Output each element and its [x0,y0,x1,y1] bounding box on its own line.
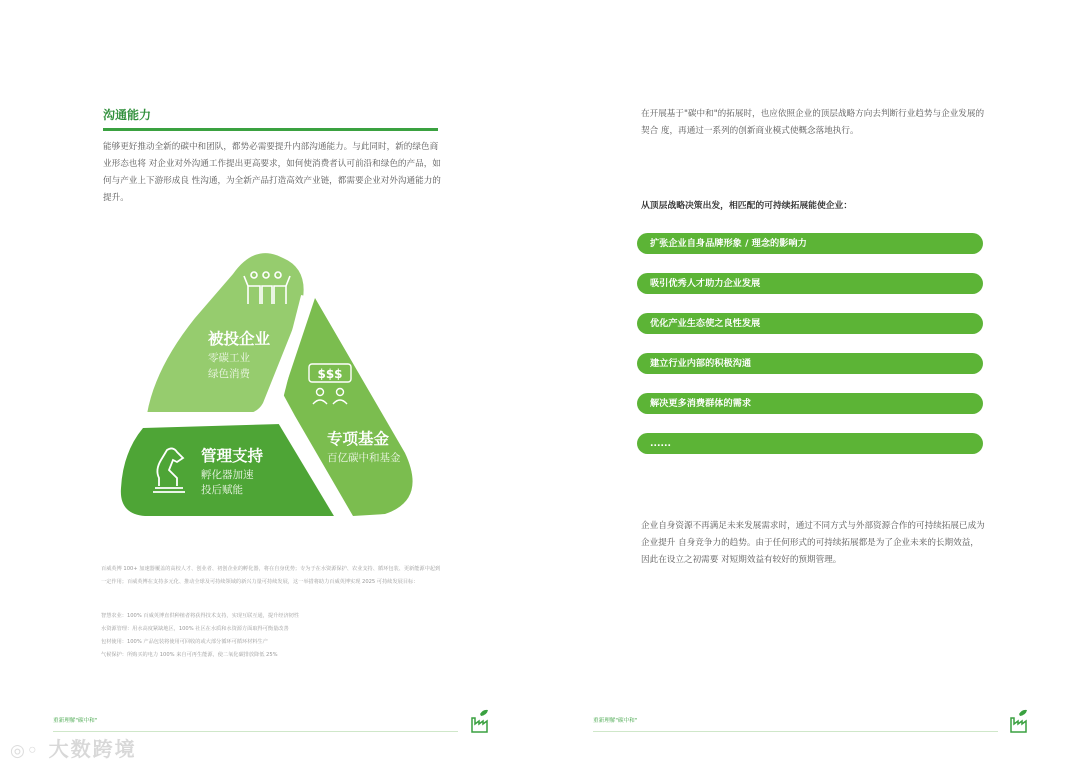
note-agriculture: 智慧农业：100% 百威英博直供种植者将获得技术支持，实现互联互通，提升经济韧性 [101,613,300,619]
note-climate: 气候保护：所购买的电力 100% 来自可再生能源，使二氧化碳排放降低 25% [101,652,278,658]
benefit-item: ...... [637,433,983,454]
closing-paragraph: 企业自身资源不再满足未来发展需求时，通过不同方式与外部资源合作的可持续拓展已成为企业提升 自身竞争力的趋势。由于任何形式的可持续拓展都是为了企业未来的长期效益，因此在设立之初需要 对短期效益有较好的预期管理。 [641,521,985,565]
watermark-logo-icon: ◎◦ [10,741,40,761]
footer-rule-right [593,731,998,732]
segment-title-management: 管理支持 [201,447,264,465]
svg-text:$$$: $$$ [317,367,343,381]
segment-line-management-2: 投后赋能 [201,484,243,496]
note-packaging: 包材使用：100% 产品包装将使用可回收的或大部分循环可循环材料生产 [101,639,268,645]
benefit-item: 解决更多消费群体的需求 [637,393,983,414]
watermark-text: 大数跨境 [48,737,137,761]
segment-line-invested-1: 零碳工业 [208,352,250,364]
footer-rule-left [53,731,458,732]
factory-leaf-icon [1009,708,1029,734]
segment-line-invested-2: 绿色消费 [208,368,250,380]
title-rule [103,128,438,131]
note-summary: 百威英博 100+ 加速器覆盖的高校人才、创业者、初创企业的孵化器，将在自身优势；专为于在水资源保护、农业支持、循环包装、更新能源中起到一定作用；百威英博在支持多元化、推动全球及可持续领域的新兴力量可持续发展，这一举措将助力百威英博实现 2025 可持续发展目标： [101,566,441,585]
benefit-item: 吸引优秀人才助力企业发展 [637,273,983,294]
segment-title-fund: 专项基金 [327,430,390,448]
footer-label-right: 重新理解"碳中和" [593,718,638,724]
factory-leaf-icon [470,708,490,734]
benefit-item: 扩张企业自身品牌形象 / 理念的影响力 [637,233,983,254]
segment-line-management-1: 孵化器加速 [201,469,254,481]
segment-line-fund-1: 百亿碳中和基金 [327,452,401,464]
ecosystem-triangle-diagram [115,238,425,523]
strategy-paragraph: 在开展基于"碳中和"的拓展时，也应依照企业的顶层战略方向去判断行业趋势与企业发展的契合 度，再通过一系列的创新商业模式使概念落地执行。 [641,109,985,136]
benefit-item: 优化产业生态使之良性发展 [637,313,983,334]
note-water: 水资源管理：用水高度紧缺地区，100% 社区在水质和水资源方面取得可衡量改善 [101,626,289,632]
section-title: 沟通能力 [103,108,152,122]
benefit-item: 建立行业内部的积极沟通 [637,353,983,374]
watermark [10,733,137,762]
intro-paragraph: 能够更好推动全新的碳中和团队，都势必需要提升内部沟通能力。与此同时，新的绿色商业形态也将 对企业对外沟通工作提出更高要求，如何使消费者认可前沿和绿色的产品，如何与产业上下游形成良 性沟通，为全新产品打造高效产业链，都需要企业对外沟通能力的提升。 [103,142,441,203]
footer-label-left: 重新理解"碳中和" [53,718,98,724]
segment-title-invested: 被投企业 [208,330,271,348]
benefits-subheading: 从顶层战略决策出发，相匹配的可持续拓展能使企业： [641,201,853,211]
